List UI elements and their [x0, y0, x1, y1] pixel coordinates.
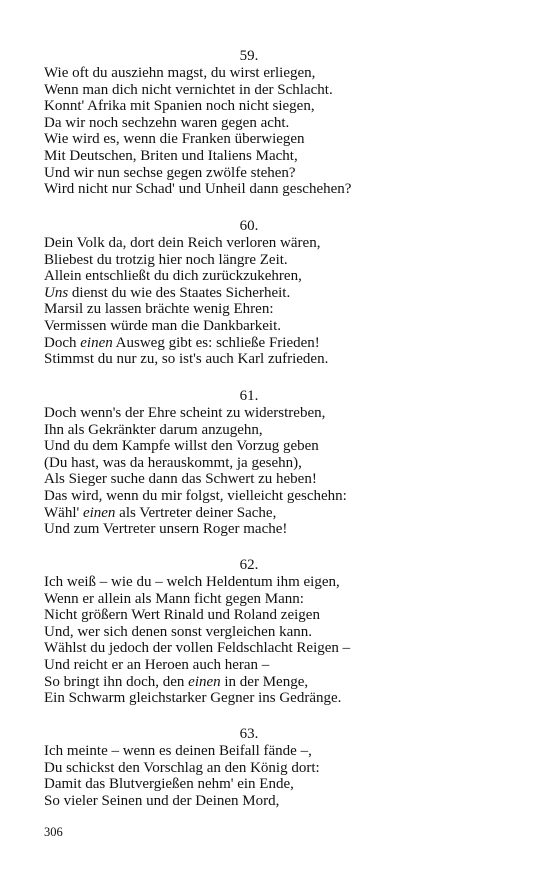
emphasized-word: einen [80, 334, 113, 351]
verse-line: Dein Volk da, dort dein Reich verloren wären, [44, 235, 321, 251]
stanza-number: 62. [239, 557, 259, 573]
verse-text: Wähl' [44, 504, 83, 521]
verse-line: Bliebest du trotzig hier noch längre Zeit. [44, 251, 288, 268]
verse-line: Nicht größern Wert Rinald und Roland zeigen [44, 607, 320, 624]
verse-line: Und du dem Kampfe willst den Vorzug geben [44, 438, 319, 455]
verse-line: Marsil zu lassen brächte wenig Ehren: [44, 301, 274, 318]
verse-text: So bringt ihn doch, den [44, 673, 189, 690]
verse-line: Ein Schwarm gleichstarker Gegner ins Gedränge. [44, 690, 342, 707]
stanza [44, 388, 514, 538]
verse-line [44, 285, 514, 302]
verse-line: Wenn er allein als Mann ficht gegen Mann: [44, 590, 304, 607]
stanza-number: 63. [239, 726, 259, 742]
verse-line: Und, wer sich denen sonst vergleichen kann. [44, 623, 312, 640]
verse-line: Ihn als Gekränkter darum anzugehn, [44, 421, 263, 438]
verse-line: Allein entschließt du dich zurückzukehren, [44, 268, 302, 285]
stanza-number: 60. [239, 218, 259, 234]
verse-line [44, 335, 514, 352]
verse-line: Wie oft du ausziehn magst, du wirst erliegen, [44, 65, 316, 81]
verse-line: (Du hast, was da herauskommt, ja gesehn), [44, 454, 302, 471]
verse-line [44, 505, 514, 522]
verse-line: Wählst du jedoch der vollen Feldschlacht Reigen – [44, 640, 351, 657]
stanza [44, 557, 514, 707]
stanza [44, 48, 514, 198]
verse-line: Als Sieger suche dann das Schwert zu heben! [44, 471, 317, 488]
verse-line: Das wird, wenn du mir folgst, vielleicht geschehn: [44, 487, 347, 504]
verse-line: Ich weiß – wie du – welch Heldentum ihm eigen, [44, 574, 340, 590]
stanza-number: 59. [239, 48, 259, 64]
verse-line: Wenn man dich nicht vernichtet in der Schlacht. [44, 81, 333, 98]
verse-line: Und reicht er an Heroen auch heran – [44, 656, 270, 673]
verse-line: Stimmst du nur zu, so ist's auch Karl zufrieden. [44, 351, 329, 368]
emphasized-word: einen [188, 673, 221, 690]
verse-line: Damit das Blutvergießen nehm' ein Ende, [44, 776, 294, 793]
emphasized-word: einen [82, 504, 116, 521]
page-number: 306 [44, 825, 63, 839]
verse-line: Und wir nun sechse gegen zwölfe stehen? [44, 164, 296, 181]
verse-line: Doch wenn's der Ehre scheint zu widerstreben, [44, 405, 326, 421]
verse-text: in der Menge, [220, 673, 309, 690]
verse-text: dienst du wie des Staates Sicherheit. [68, 284, 291, 301]
verse-line: Ich meinte – wenn es deinen Beifall fände –, [44, 743, 312, 759]
verse-line: Mit Deutschen, Briten und Italiens Macht, [44, 147, 298, 164]
verse-line: Du schickst den Vorschlag an den König dort: [44, 759, 320, 776]
verse-text: als Vertreter deiner Sache, [115, 504, 277, 521]
verse-text: Doch [44, 334, 81, 351]
stanza [44, 218, 514, 368]
verse-line: So vieler Seinen und der Deinen Mord, [44, 792, 280, 809]
stanza-number: 61. [239, 388, 259, 404]
verse-line: Wie wird es, wenn die Franken überwiegen [44, 131, 305, 148]
emphasized-word: Uns [44, 284, 69, 301]
verse-line [44, 674, 514, 691]
verse-line: Wird nicht nur Schad' und Unheil dann geschehen? [44, 181, 352, 198]
verse-line: Da wir noch sechzehn waren gegen acht. [44, 114, 290, 131]
stanza [44, 726, 514, 809]
verse-line: Konnt' Afrika mit Spanien noch nicht siegen, [44, 98, 315, 115]
verse-line: Vermissen würde man die Dankbarkeit. [44, 317, 282, 334]
verse-text: Ausweg gibt es: schließe Frieden! [112, 334, 320, 351]
verse-line: Und zum Vertreter unsern Roger mache! [44, 521, 288, 538]
